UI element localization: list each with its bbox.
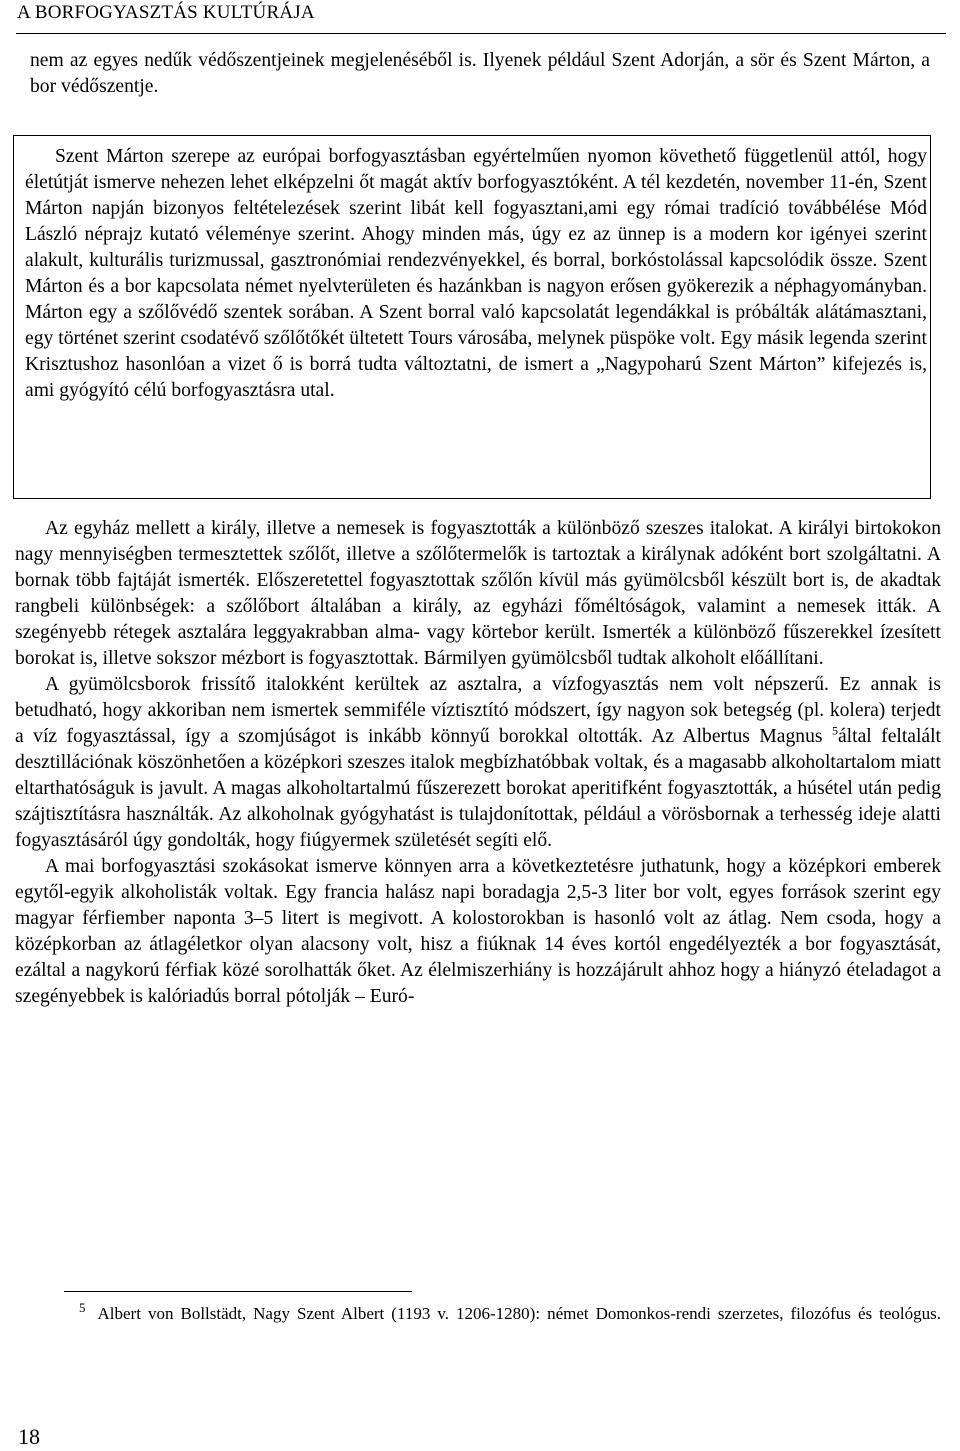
body-paragraph-3: A mai borfogyasztási szokásokat ismerve könnyen arra a következtetésre juthatunk, hogy a középkori emberek egytől-egyik alkoholisták voltak. Egy francia halász napi boradagja 2,5-3 liter bor volt, egyes források szerint egy magyar férfiember naponta 3–5 litert is megivott. A kolostorokban is hasonló volt az átlag. Nem csoda, hogy a középkorban az átlagéletkor olyan alacsony volt, hisz a fiúknak 14 éves kortól engedélyezték a bor fogyasztását, ezáltal a nagykorú férfiak közé sorolhatták őket. Az élelmiszerhiány is hozzájárult ahhoz hogy a hiányzó ételadagot a szegényebbek is kalóriadús borral pótolják – Euró-: [15, 856, 941, 1007]
footnote-number: 5: [79, 1300, 86, 1316]
footnote-text: Albert von Bollstädt, Nagy Szent Albert (1193 v. 1206-1280): német Domonkos-rendi szerzetes, filozófus és teológus.: [97, 1304, 941, 1323]
boxed-paragraph: Szent Márton szerepe az európai borfogyasztásban egyértelműen nyomon követhető függetlenül attól, hogy életútját ismerve nehezen lehet elképzelni őt magát aktív borfogyasztóként. A tél kezdetén, november 11-én, Szent Márton napján bizonyos feltételezések szerint libát kell fogyasztani,ami egy római tradíció továbbélése Mód László néprajz kutató véleménye szerint. Ahogy minden más, úgy ez az ünnep is a modern kor igényei szerint alakult, kulturális turizmussal, gasztronómiai rendezvényekkel, és borral, borkóstolással kapcsolódik össze. Szent Márton és a bor kapcsolata német nyelvterületen és hazánkban is nagyon erősen gyökerezik a néphagyományban. Márton egy a szőlővédő szentek sorában. A Szent borral való kapcsolatát legendákkal is próbálták alátámasztani, egy történet szerint csodatévő szőlőtőkét ültetett Tours városába, melynek püspöke volt. Egy másik legenda szerint Krisztushoz hasonlóan a vizet ő is borrá tudta változtatni, de ismert a „Nagypoharú Szent Márton” kifejezés is, ami gyógyító célú borfogyasztásra utal.: [25, 146, 927, 401]
footnote: [15, 1301, 941, 1327]
page-number: 18: [18, 1424, 40, 1449]
body-text: [15, 516, 941, 1010]
running-header: A BORFOGYASZTÁS KULTÚRÁJA: [17, 2, 315, 23]
body-paragraph-2-end: által feltalált desztillációnak köszönhetően a középkori szeszes italok megbízhatóbbak voltak, és a magasabb alkoholtartalom miatt eltarthatóságuk is javult. A magas alkoholtartalmú fűszerezett borokat aperitifként fogyasztották, a húsétel után pedig szájtisztításra használták. Az alkoholnak gyógyhatást is tulajdonítottak, például a vörösbornak a terhesség ideje alatti fogyasztásáról úgy gondolták, hogy fiúgyermek születését segíti elő.: [15, 726, 941, 851]
header-rule: [16, 33, 946, 34]
footnote-reference: 5: [831, 723, 838, 738]
body-paragraph-2-start: A gyümölcsborok frissítő italokként kerültek az asztalra, a vízfogyasztás nem volt népszerű. Ez annak is betudható, hogy akkoriban nem ismertek semmiféle víztisztító módszert, így nagyon sok betegség (pl. kolera) terjedt a víz fogyasztással, így a szomjúságot is inkább könnyű borokkal oltották. Az Albertus Magnus: [15, 674, 941, 747]
footnote-rule: [64, 1291, 412, 1292]
body-paragraph-2: [15, 672, 941, 854]
body-paragraph-1: Az egyház mellett a király, illetve a nemesek is fogyasztották a különböző szeszes italokat. A királyi birtokokon nagy mennyiségben termesztettek szőlőt, illetve a szőlőtermelők is tartoztak a királynak adóként bort szolgáltatni. A bornak több fajtáját ismerték. Előszeretettel fogyasztottak szőlőn kívül más gyümölcsből készült bort is, de akadtak rangbeli különbségek: a szőlőbort általában a király, az egyházi főméltóságok, valamint a nemesek itták. A szegényebb rétegek asztalára leggyakrabban alma- vagy körtebor került. Ismerték a különböző fűszerekkel ízesített borokat is, illetve sokszor mézbort is fogyasztottak. Bármilyen gyümölcsből tudtak alkoholt előállítani.: [15, 518, 941, 669]
intro-paragraph: nem az egyes nedűk védőszentjeinek megjelenéséből is. Ilyenek például Szent Adorján, a sör és Szent Márton, a bor védőszentje.: [30, 50, 930, 97]
boxed-section: [13, 135, 931, 499]
